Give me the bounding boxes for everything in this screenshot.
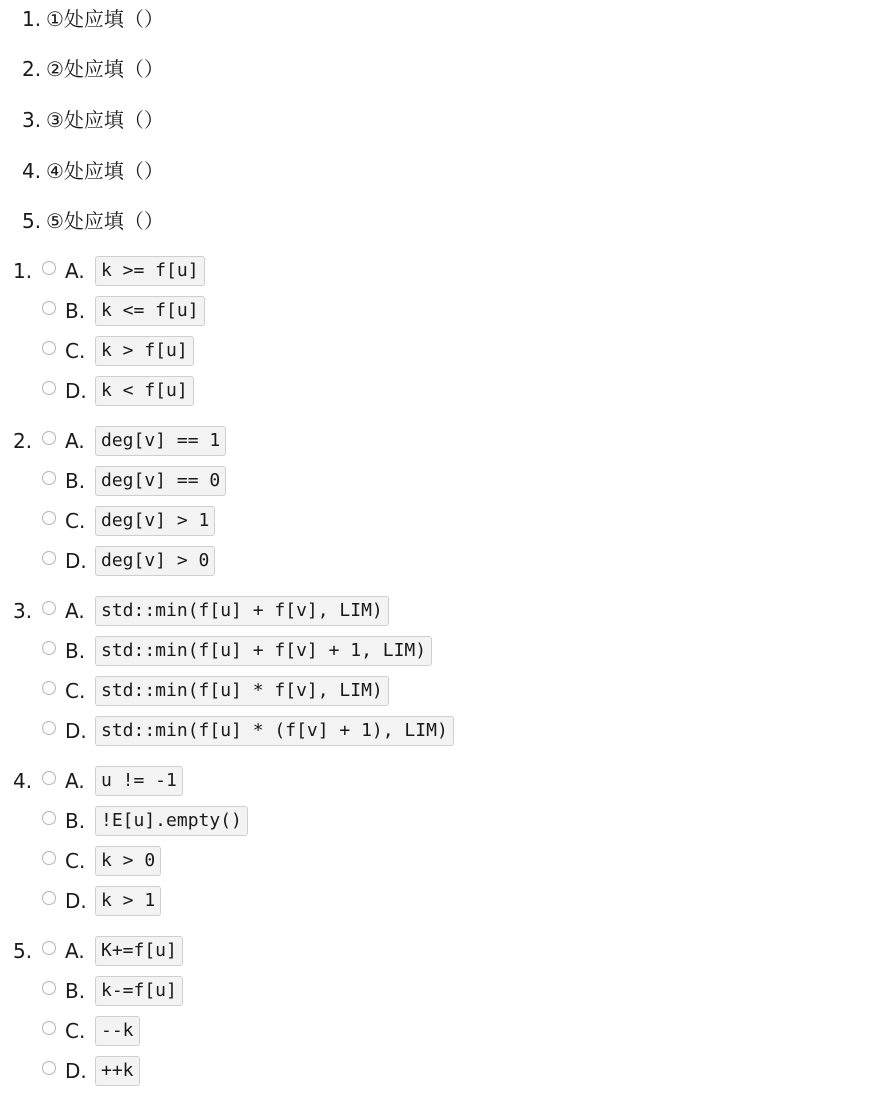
question-number: 1.	[13, 259, 33, 283]
prompt-text: ③处应填（）	[46, 108, 164, 132]
option-letter: C.	[65, 1019, 86, 1043]
radio-button[interactable]	[42, 851, 56, 865]
question-number: 4.	[13, 769, 33, 793]
option-3a[interactable]	[42, 596, 389, 626]
prompt-number: 4.	[22, 159, 42, 183]
radio-button[interactable]	[42, 1021, 56, 1035]
prompt-number: 5.	[22, 209, 42, 233]
blank-prompt-4	[22, 156, 164, 186]
prompt-number: 2.	[22, 57, 42, 81]
option-letter: A.	[65, 599, 85, 623]
option-code: std::min(f[u] * f[v], LIM)	[95, 676, 389, 706]
radio-button[interactable]	[42, 981, 56, 995]
option-code: std::min(f[u] + f[v] + 1, LIM)	[95, 636, 432, 666]
option-code: ++k	[95, 1056, 140, 1086]
option-code: k >= f[u]	[95, 256, 205, 286]
option-4c[interactable]	[42, 846, 161, 876]
option-5c[interactable]	[42, 1016, 140, 1046]
prompt-text: ④处应填（）	[46, 159, 164, 183]
radio-button[interactable]	[42, 601, 56, 615]
option-code: std::min(f[u] + f[v], LIM)	[95, 596, 389, 626]
option-code: k > f[u]	[95, 336, 194, 366]
option-letter: C.	[65, 679, 86, 703]
option-letter: D.	[65, 719, 87, 743]
option-code: deg[v] == 0	[95, 466, 226, 496]
option-2c[interactable]	[42, 506, 215, 536]
option-letter: D.	[65, 379, 87, 403]
option-3c[interactable]	[42, 676, 389, 706]
option-code: --k	[95, 1016, 140, 1046]
option-letter: B.	[65, 299, 86, 323]
option-letter: A.	[65, 429, 85, 453]
option-letter: C.	[65, 509, 86, 533]
question-number: 3.	[13, 599, 33, 623]
radio-button[interactable]	[42, 1061, 56, 1075]
option-code: k <= f[u]	[95, 296, 205, 326]
option-1d[interactable]	[42, 376, 194, 406]
radio-button[interactable]	[42, 471, 56, 485]
radio-button[interactable]	[42, 511, 56, 525]
option-code: k-=f[u]	[95, 976, 183, 1006]
blank-prompt-1	[22, 4, 164, 34]
option-1c[interactable]	[42, 336, 194, 366]
radio-button[interactable]	[42, 551, 56, 565]
radio-button[interactable]	[42, 341, 56, 355]
prompt-text: ①处应填（）	[46, 7, 164, 31]
radio-button[interactable]	[42, 891, 56, 905]
radio-button[interactable]	[42, 811, 56, 825]
option-code: k > 0	[95, 846, 161, 876]
option-code: std::min(f[u] * (f[v] + 1), LIM)	[95, 716, 454, 746]
option-4d[interactable]	[42, 886, 161, 916]
option-code: K+=f[u]	[95, 936, 183, 966]
prompt-number: 1.	[22, 7, 42, 31]
option-code: k > 1	[95, 886, 161, 916]
blank-prompt-5	[22, 206, 164, 236]
radio-button[interactable]	[42, 771, 56, 785]
option-3d[interactable]	[42, 716, 454, 746]
radio-button[interactable]	[42, 261, 56, 275]
option-letter: C.	[65, 339, 86, 363]
option-letter: A.	[65, 769, 85, 793]
option-code: u != -1	[95, 766, 183, 796]
option-letter: D.	[65, 1059, 87, 1083]
radio-button[interactable]	[42, 431, 56, 445]
radio-button[interactable]	[42, 681, 56, 695]
option-4b[interactable]	[42, 806, 248, 836]
option-letter: A.	[65, 939, 85, 963]
option-2d[interactable]	[42, 546, 215, 576]
option-letter: D.	[65, 549, 87, 573]
option-letter: C.	[65, 849, 86, 873]
option-2b[interactable]	[42, 466, 226, 496]
question-number: 2.	[13, 429, 33, 453]
option-letter: D.	[65, 889, 87, 913]
radio-button[interactable]	[42, 941, 56, 955]
option-5b[interactable]	[42, 976, 183, 1006]
option-4a[interactable]	[42, 766, 183, 796]
option-2a[interactable]	[42, 426, 226, 456]
blank-prompt-2	[22, 54, 164, 84]
option-letter: B.	[65, 469, 86, 493]
radio-button[interactable]	[42, 721, 56, 735]
prompt-number: 3.	[22, 108, 42, 132]
option-code: deg[v] > 0	[95, 546, 215, 576]
option-letter: B.	[65, 809, 86, 833]
option-1b[interactable]	[42, 296, 205, 326]
prompt-text: ⑤处应填（）	[46, 209, 164, 233]
prompt-text: ②处应填（）	[46, 57, 164, 81]
blank-prompt-3	[22, 105, 164, 135]
option-5a[interactable]	[42, 936, 183, 966]
option-5d[interactable]	[42, 1056, 140, 1086]
option-code: deg[v] == 1	[95, 426, 226, 456]
radio-button[interactable]	[42, 641, 56, 655]
option-code: deg[v] > 1	[95, 506, 215, 536]
question-number: 5.	[13, 939, 33, 963]
option-letter: B.	[65, 979, 86, 1003]
radio-button[interactable]	[42, 381, 56, 395]
option-1a[interactable]	[42, 256, 205, 286]
radio-button[interactable]	[42, 301, 56, 315]
option-code: !E[u].empty()	[95, 806, 248, 836]
option-letter: B.	[65, 639, 86, 663]
option-3b[interactable]	[42, 636, 432, 666]
option-letter: A.	[65, 259, 85, 283]
option-code: k < f[u]	[95, 376, 194, 406]
